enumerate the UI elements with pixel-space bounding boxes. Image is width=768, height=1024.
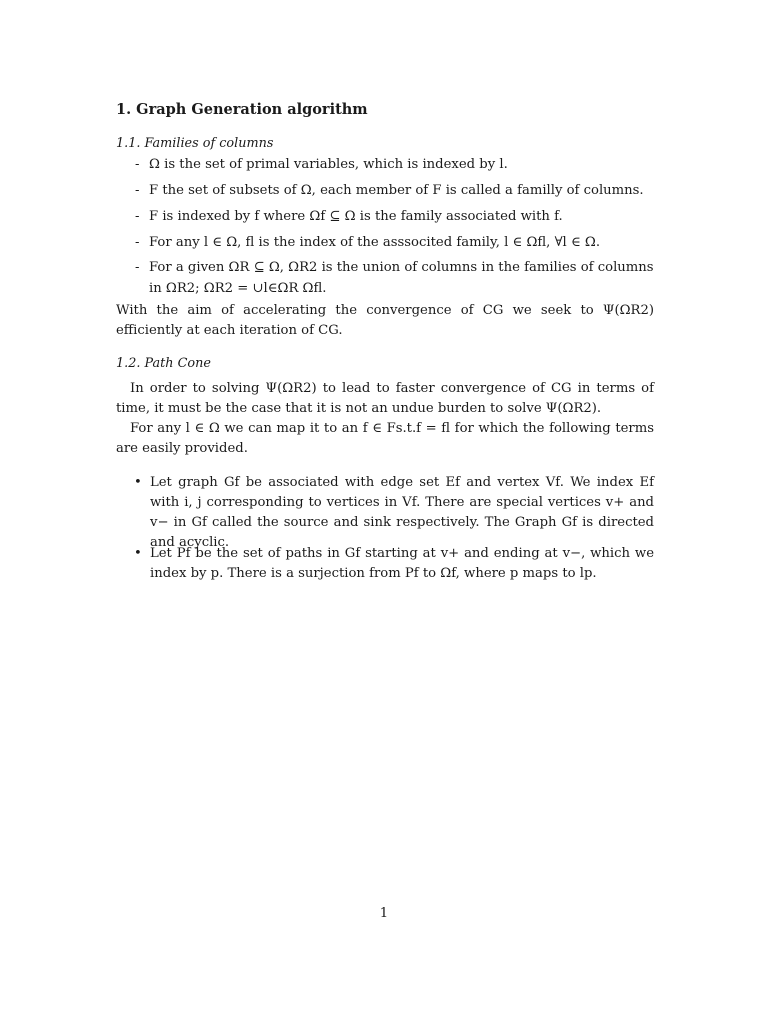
dash-marker: - xyxy=(135,209,140,224)
dash-marker: - xyxy=(135,183,140,198)
list-item xyxy=(135,257,655,299)
subsection-heading-families: 1.1. Families of columns xyxy=(116,136,274,151)
bullet-text: Let graph Gf be associated with edge set Ef and vertex Vf. We index Ef with i, j corresponding to vertices in Vf. There are special vertices v+ and v− in Gf called the source and sink respectively. The Graph Gf is directed and acyclic. xyxy=(150,475,654,550)
list-item-text: For a given ΩR ⊆ Ω, ΩR2 is the union of columns in the families of columns in ΩR2; ΩR2 = ∪l∈ΩR Ωfl. xyxy=(149,260,654,296)
bullet-marker: • xyxy=(134,546,142,561)
subsection-heading-path-cone: 1.2. Path Cone xyxy=(116,356,211,371)
list-item-text: For any l ∈ Ω, fl is the index of the asssocited family, l ∈ Ωfl, ∀l ∈ Ω. xyxy=(149,235,601,250)
list-item-text: F is indexed by f where Ωf ⊆ Ω is the family associated with f. xyxy=(149,209,563,224)
bullet-item xyxy=(134,473,654,553)
list-item-text: F the set of subsets of Ω, each member of F is called a familly of columns. xyxy=(149,183,644,198)
bullet-marker: • xyxy=(134,475,142,490)
paragraph: For any l ∈ Ω we can map it to an f ∈ Fs.t.f = fl for which the following terms are easily provided. xyxy=(116,421,654,456)
page-number: 1 xyxy=(379,906,389,921)
list-item xyxy=(135,206,655,227)
closing-paragraph: With the aim of accelerating the convergence of CG we seek to Ψ(ΩR2) efficiently at each iteration of CG. xyxy=(116,303,654,338)
bullet-item xyxy=(134,544,654,584)
dash-marker: - xyxy=(135,157,140,172)
list-item-text: Ω is the set of primal variables, which is indexed by l. xyxy=(149,157,508,172)
list-item xyxy=(135,154,655,175)
section-heading: 1. Graph Generation algorithm xyxy=(116,101,368,118)
list-item xyxy=(135,232,655,253)
bullet-text: Let Pf be the set of paths in Gf starting at v+ and ending at v−, which we index by p. There is a surjection from Pf to Ωf, where p maps to lp. xyxy=(150,546,654,581)
paragraph: In order to solving Ψ(ΩR2) to lead to faster convergence of CG in terms of time, it must be the case that it is not an undue burden to solve Ψ(ΩR2). xyxy=(116,381,654,416)
dash-marker: - xyxy=(135,235,140,250)
dash-marker: - xyxy=(135,260,140,275)
list-item xyxy=(135,180,655,201)
